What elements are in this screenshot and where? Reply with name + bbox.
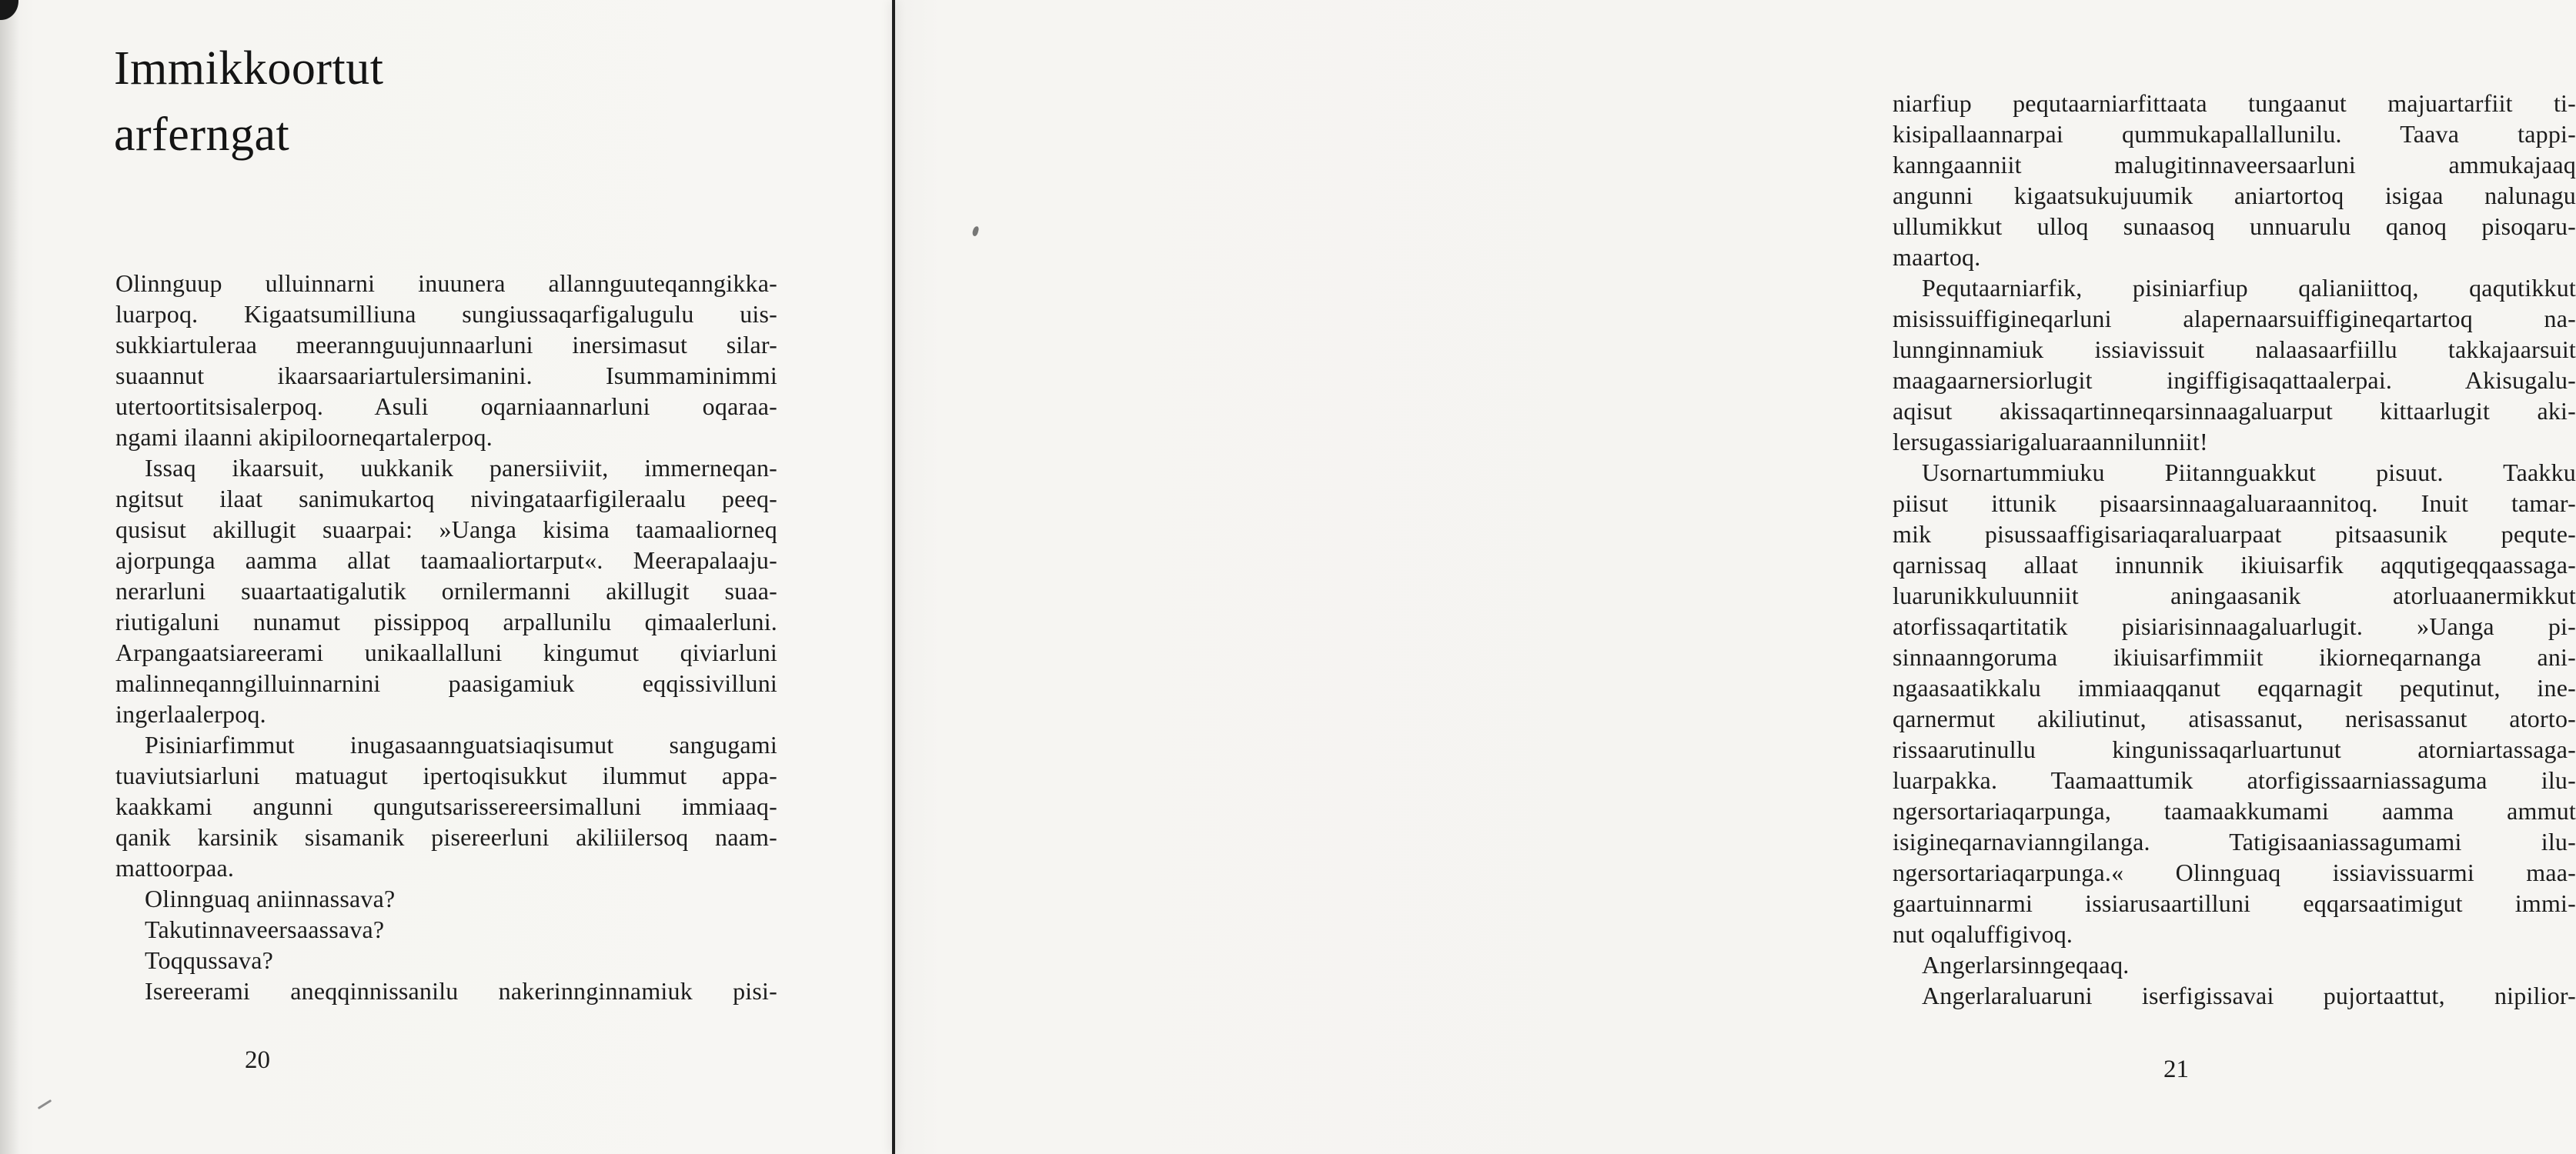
text-line: lersugassiarigaluaraannilunniit! (1893, 428, 2208, 455)
text-line: niarfiup pequtaarniarfittaata tungaanut majuartarfiit ti- (1893, 89, 2576, 117)
text-line: ingerlaalerpoq. (115, 700, 266, 728)
text-line: tuaviutsiarluni matuagut ipertoqisukkut ilummut appa- (115, 762, 777, 789)
page-gutter-line (892, 0, 895, 1154)
text-line: misissuiffigineqarluni alapernaarsuiffigineqartartoq na- (1893, 305, 2576, 332)
chapter-title (114, 35, 383, 168)
text-line: qusisut akillugit suaarpai: »Uanga kisima taamaaliorneq (115, 515, 777, 543)
text-line: qarnissaq allaat innunnik ikiuisarfik aqqutigeqqaassaga- (1893, 551, 2576, 579)
text-line: malinneqanngilluinnarnini paasigamiuk eqqissivilluni (115, 669, 777, 697)
text-line: kisipallaannarpai qummukapallallunilu. Taava tappi- (1893, 120, 2576, 148)
page-right-text (1893, 88, 2576, 1011)
text-line: Isereerami aneqqinnissanilu nakerinnginnamiuk pisi- (145, 977, 777, 1005)
text-line: aqisut akissaqartinneqarsinnaagaluarput kittaarlugit aki- (1893, 397, 2576, 425)
text-line: qarnermut akiliutinut, atisassanut, nerisassanut atorto- (1893, 705, 2576, 732)
text-line: Issaq ikaarsuit, uukkanik panersiiviit, immerneqan- (145, 454, 777, 482)
page-number-right: 21 (2163, 1056, 2189, 1083)
text-line: Takutinnaveersaassava? (145, 916, 385, 943)
text-line: kaakkami angunni qungutsarissereersimalluni immiaaq- (115, 792, 777, 820)
text-line: Olinnguup ulluinnarni inuunera allannguuteqanngikka- (115, 269, 777, 297)
text-line: nerarluni suaartaatigalutik ornilermanni akillugit suaa- (115, 577, 777, 605)
text-line: isigineqarnavianngilanga. Tatigisaaniassagumami ilu- (1893, 828, 2576, 855)
text-line: ngami ilaanni akipiloorneqartalerpoq. (115, 423, 493, 451)
text-line: Toqqussava? (145, 946, 274, 974)
text-line: Pisiniarfimmut inugasaannguatsiaqisumut sangugami (145, 731, 777, 759)
chapter-title-line-1: Immikkoortut (114, 42, 384, 95)
page-right (895, 0, 2576, 1154)
text-line: Arpangaatsiareerami unikaallalluni kingumut qiviarluni (115, 639, 777, 666)
text-line: utertoortitsisalerpoq. Asuli oqarniaannarluni oqaraa- (115, 392, 777, 420)
text-line: Olinnguaq aniinnassava? (145, 885, 396, 912)
text-line: ngaasaatikkalu immiaaqqanut eqqarnagit pequtinut, ine- (1893, 674, 2576, 702)
page-left-text (115, 268, 777, 1006)
text-line: atorfissaqartitatik pisiarisinnaagaluarlugit. »Uanga pi- (1893, 612, 2576, 640)
text-line: ullumikkut ulloq sunaasoq unnuarulu qanoq pisoqaru- (1893, 212, 2576, 240)
text-line: riutigaluni nunamut pissippoq arpallunilu qimaalerluni. (115, 608, 777, 635)
text-line: Angerlaraluaruni iserfigissavai pujortaattut, nipilior- (1922, 982, 2576, 1009)
text-line: Pequtaarniarfik, pisiniarfiup qalianiittoq, qaqutikkut (1922, 274, 2576, 302)
text-line: maagaarnersiorlugit ingiffigisaqattaalerpai. Akisugalu- (1893, 366, 2576, 394)
text-line: gaartuinnarmi issiarusaartilluni eqqarsaatimigut immi- (1893, 889, 2576, 917)
text-line: Angerlarsinngeqaaq. (1922, 951, 2130, 979)
text-line: nut oqaluffigivoq. (1893, 920, 2073, 948)
text-line: Usornartummiuku Piitannguakkut pisuut. Taakku (1922, 459, 2576, 486)
text-line: sinnaanngoruma ikiuisarfimmiit ikiorneqarnanga ani- (1893, 643, 2576, 671)
page-number-left: 20 (245, 1046, 270, 1074)
text-line: sukkiartuleraa meerannguujunnaarluni inersimasut silar- (115, 331, 777, 359)
text-line: mattoorpaa. (115, 854, 235, 882)
text-line: lunnginnamiuk issiavissuit nalaasaarfiillu takkajaarsuit (1893, 335, 2576, 363)
text-line: kanngaanniit malugitinnaveersaarluni ammukajaaq (1893, 151, 2576, 178)
page-left (0, 0, 893, 1154)
text-line: maartoq. (1893, 243, 1981, 271)
text-line: luarpoq. Kigaatsumilliuna sungiussaqarfigalugulu uis- (115, 300, 777, 328)
text-line: angunni kigaatsukujuumik aniartortoq isigaa nalunagu (1893, 182, 2576, 209)
text-line: ngitsut ilaat sanimukartoq nivingataarfigileraalu peeq- (115, 485, 777, 512)
text-line: ngersortariaqarpunga, taamaakkumami aamma ammut (1893, 797, 2576, 825)
text-line: luarpakka. Taamaattumik atorfigissaarniassaguma ilu- (1893, 766, 2576, 794)
text-line: ngersortariaqarpunga.« Olinnguaq issiavissuarmi maa- (1893, 859, 2576, 886)
text-line: qanik karsinik sisamanik pisereerluni akiliilersoq naam- (115, 823, 777, 851)
text-line: suaannut ikaarsaariartulersimanini. Isummaminimmi (115, 362, 777, 389)
chapter-title-line-2: arferngat (114, 108, 290, 161)
text-line: luarunikkuluunniit aningaasanik atorluaanermikkut (1893, 582, 2576, 609)
text-line: piisut ittunik pisaarsinnaagaluaraannitoq. Inuit tamar- (1893, 489, 2576, 517)
text-line: mik pisussaaffigisariaqaraluarpaat pitsaasunik pequte- (1893, 520, 2576, 548)
text-line: ajorpunga aamma allat taamaaliortarput«. Meerapalaaju- (115, 546, 777, 574)
text-line: rissaarutinullu kingunissaqarluartunut atorniartassaga- (1893, 735, 2576, 763)
